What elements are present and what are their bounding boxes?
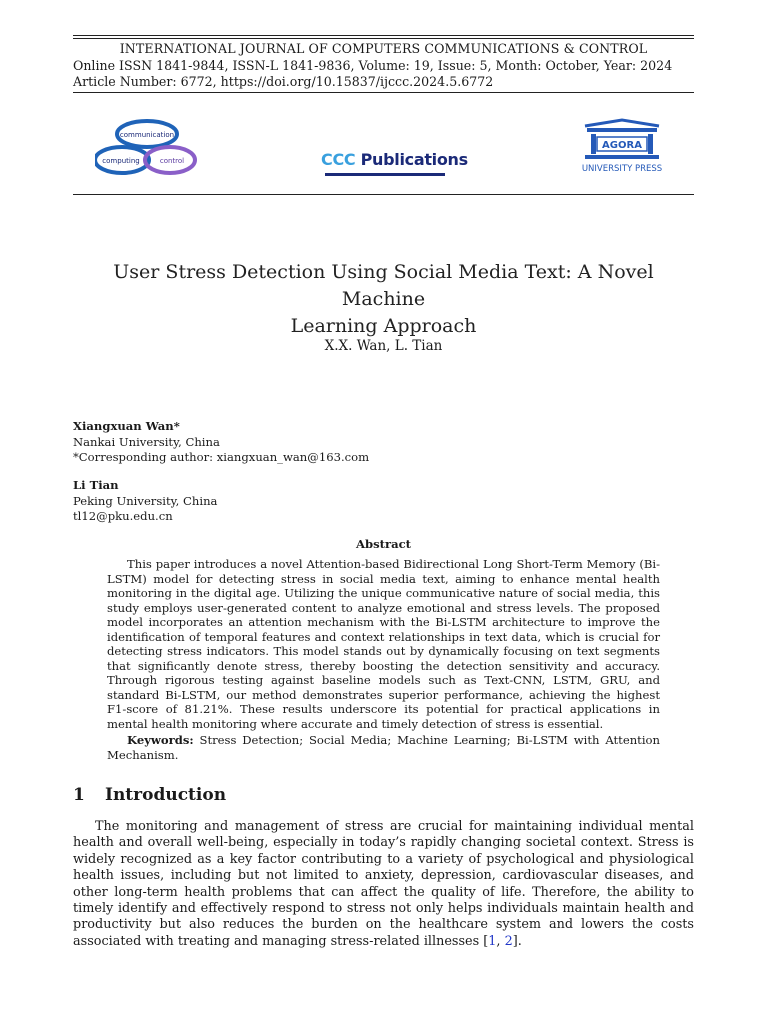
paper-title-line-2: Learning Approach: [290, 315, 477, 337]
agora-subtitle: UNIVERSITY PRESS: [581, 164, 663, 174]
citation-link-2[interactable]: 2: [504, 933, 513, 949]
author-institution-2: Peking University, China: [73, 493, 218, 508]
cite-sep: ,: [496, 933, 505, 949]
paper-authors: X.X. Wan, L. Tian: [324, 338, 443, 354]
abstract-text: This paper introduces a novel Attention-based Bidirectional Long Short-Term Memory (Bi-LSTM) model for detecting stress in social media text, aiming to enhance mental health monitoring in the digital age. Utilizing the unique communicative nature of social media, this study employs user-generated content to analyze emotional and stress levels. The proposed model incorporates an attention mechanism with the Bi-LSTM architecture to improve the identification of temporal features and context relationships in text data, which is crucial for detecting stress indicators. This model stands out by dynamically focusing on text segments that significantly denote stress, thereby boosting the detection sensitivity and accuracy. Through rigorous testing against baseline models such as Text-CNN, LSTM, GRU, and standard Bi-LSTM, our method demonstrates superior performance, achieving the highest F1-score of 81.21%. These results underscore its potential for practical applications in mental health monitoring where accurate and timely detection of stress is essential.: [107, 557, 660, 732]
article-line: Article Number: 6772, https://doi.org/10.15837/ijccc.2024.5.6772: [73, 74, 494, 89]
intro-text: The monitoring and management of stress are crucial for maintaining individual mental health and overall well-being, especially in today’s rapidly changing societal context. Stress is widely recognized as a key factor contributing to a variety of psychological and physiological health issues, including but not limited to anxiety, depression, cardiovascular diseases, and other long-term health problems that can affect the quality of life. Therefore, the ability to timely identify and effectively respond to stress not only helps individuals maintain health and productivity but also reduces the burden on the healthcare system and lowers the costs associated with treating and managing stress-related illnesses: [73, 819, 694, 949]
section-heading: [73, 785, 226, 805]
ccc-underline: [325, 172, 445, 178]
keywords-label: Keywords:: [127, 733, 194, 747]
affiliation-2: [73, 478, 217, 525]
citation-link-1[interactable]: 1: [488, 933, 497, 949]
paper-title-line-1: User Stress Detection Using Social Media Text: A Novel Machine: [113, 261, 654, 310]
header-rule-top: [73, 35, 694, 36]
section-number: 1: [73, 785, 85, 805]
logo-text-control: control: [159, 157, 185, 165]
keywords: [107, 733, 660, 762]
agora-name: AGORA: [602, 140, 642, 151]
cite-close: ].: [512, 933, 522, 949]
ijccc-logo: [95, 116, 205, 180]
agora-logo: [577, 118, 667, 178]
ccc-prefix: CCC: [321, 150, 356, 169]
ccc-publications-logo: [321, 150, 468, 180]
keywords-list: Stress Detection; Social Media; Machine Learning; Bi-LSTM with Attention Mechanism.: [107, 733, 660, 762]
logo-text-communication: communication: [119, 131, 175, 139]
ccc-mark: [321, 150, 468, 169]
agora-building-icon: [577, 118, 667, 164]
journal-name: INTERNATIONAL JOURNAL OF COMPUTERS COMMUNICATIONS & CONTROL: [119, 41, 648, 56]
author-contact-1: *Corresponding author: xiangxuan_wan@163.com: [73, 450, 370, 464]
author-name-2: Li Tian: [73, 478, 119, 492]
paper-title: [73, 259, 694, 340]
issn-line: Online ISSN 1841-9844, ISSN-L 1841-9836, Volume: 19, Issue: 5, Month: October, Year: 2024: [73, 58, 673, 73]
ccc-word: Publications: [355, 150, 468, 169]
cite-open: [: [483, 933, 489, 949]
affiliation-1: [73, 419, 369, 466]
author-institution-1: Nankai University, China: [73, 434, 220, 449]
author-name-1: Xiangxuan Wan*: [73, 419, 180, 433]
intro-paragraph: [73, 819, 694, 950]
abstract-heading: Abstract: [355, 537, 412, 551]
logo-text-computing: computing: [102, 157, 140, 165]
author-contact-2: tl12@pku.edu.cn: [73, 509, 173, 523]
logo-rule: [73, 194, 694, 195]
header-rule-bottom: [73, 92, 694, 93]
section-title: Introduction: [105, 785, 227, 805]
header-rule-top-2: [73, 38, 694, 39]
